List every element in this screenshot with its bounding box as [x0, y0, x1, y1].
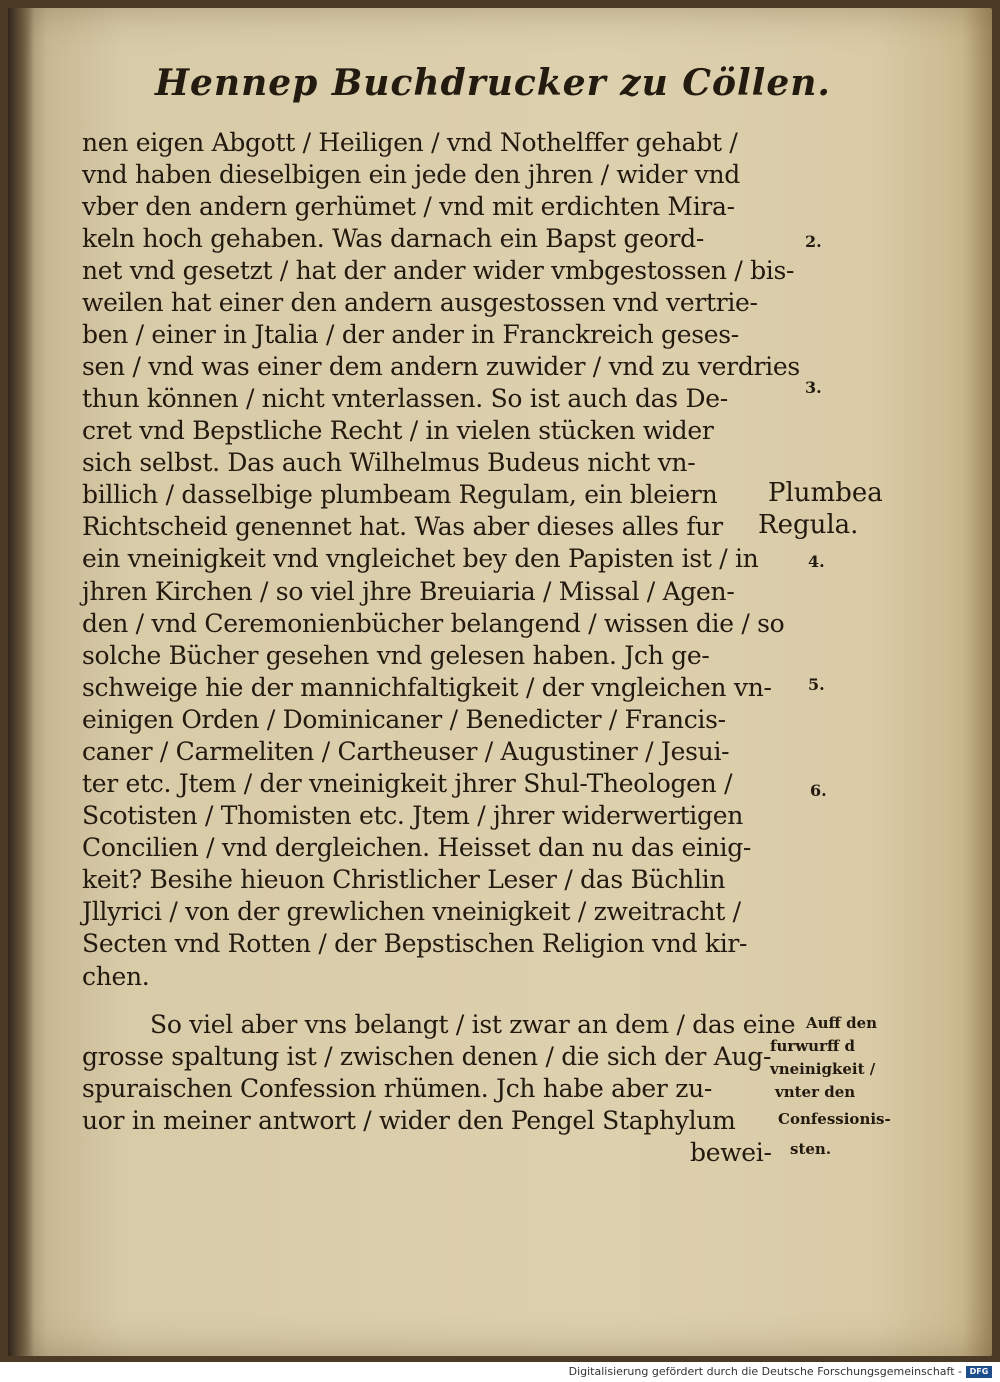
text-line: thun können / nicht vnterlassen. So ist auch das De-	[82, 384, 728, 413]
text-line: Secten vnd Rotten / der Bepstischen Religion vnd kir-	[82, 929, 748, 958]
catchword: bewei-	[690, 1138, 772, 1167]
margin-number: 6.	[810, 781, 827, 800]
dfg-logo-icon: DFG	[966, 1366, 992, 1378]
digitization-footer	[0, 1362, 1000, 1382]
text-line: sich selbst. Das auch Wilhelmus Budeus nicht vn-	[82, 448, 696, 477]
margin-note-regula: Regula.	[758, 510, 859, 540]
footer-credit: Digitalisierung gefördert durch die Deutsche Forschungsgemeinschaft -	[568, 1365, 962, 1378]
text-line: spuraischen Confession rhümen. Jch habe aber zu-	[82, 1074, 713, 1103]
text-line: sen / vnd was einer dem andern zuwider / vnd zu verdries	[82, 352, 800, 381]
text-line: Scotisten / Thomisten etc. Jtem / jhrer widerwertigen	[82, 801, 744, 830]
text-line: solche Bücher gesehen vnd gelesen haben. Jch ge-	[82, 641, 710, 670]
text-line: weilen hat einer den andern ausgestossen vnd vertrie-	[82, 288, 758, 317]
text-line: jhren Kirchen / so viel jhre Breuiaria / Missal / Agen-	[82, 577, 735, 606]
text-line: uor in meiner antwort / wider den Pengel Staphylum	[82, 1106, 736, 1135]
margin-number: 3.	[805, 378, 822, 397]
text-line: cret vnd Bepstliche Recht / in vielen stücken wider	[82, 416, 714, 445]
text-line: Richtscheid genennet hat. Was aber dieses alles fur	[82, 512, 723, 541]
margin-number: 5.	[808, 675, 825, 694]
text-line: vnd haben dieselbigen ein jede den jhren / wider vnd	[82, 160, 740, 189]
text-line: vber den andern gerhümet / vnd mit erdichten Mira-	[82, 192, 735, 221]
text-line: keit? Besihe hieuon Christlicher Leser / das Büchlin	[82, 865, 726, 894]
text-line: einigen Orden / Dominicaner / Benedicter / Francis-	[82, 705, 726, 734]
text-line: ben / einer in Jtalia / der ander in Franckreich geses-	[82, 320, 739, 349]
text-line: caner / Carmeliten / Cartheuser / Augustiner / Jesui-	[82, 737, 730, 766]
margin-note: furwurff d	[770, 1037, 856, 1055]
text-line: den / vnd Ceremonienbücher belangend / wissen die / so	[82, 609, 785, 638]
margin-note: Confessionis-	[778, 1110, 891, 1128]
margin-number: 4.	[808, 552, 825, 571]
margin-number: 2.	[805, 232, 822, 251]
text-line: nen eigen Abgott / Heiligen / vnd Nothelffer gehabt /	[82, 128, 738, 157]
text-line: net vnd gesetzt / hat der ander wider vmbgestossen / bis-	[82, 256, 795, 285]
margin-note: sten.	[790, 1140, 832, 1158]
text-line: billich / dasselbige plumbeam Regulam, ein bleiern	[82, 480, 718, 509]
margin-note: Auff den	[806, 1014, 878, 1032]
text-line: keln hoch gehaben. Was darnach ein Bapst geord-	[82, 224, 704, 253]
text-line: So viel aber vns belangt / ist zwar an dem / das eine	[150, 1010, 796, 1039]
text-line: grosse spaltung ist / zwischen denen / die sich der Aug-	[82, 1042, 772, 1071]
book-gutter-shadow	[8, 8, 34, 1356]
text-line: ter etc. Jtem / der vneinigkeit jhrer Shul-Theologen /	[82, 769, 733, 798]
margin-note: vnter den	[775, 1083, 856, 1101]
text-line: Concilien / vnd dergleichen. Heisset dan nu das einig-	[82, 833, 752, 862]
text-line: schweige hie der mannichfaltigkeit / der vngleichen vn-	[82, 673, 772, 702]
margin-note: vneinigkeit /	[770, 1060, 876, 1078]
text-line: ein vneinigkeit vnd vngleichet bey den Papisten ist / in	[82, 544, 759, 573]
margin-note-plumbea: Plumbea	[768, 478, 883, 508]
text-line: Jllyrici / von der grewlichen vneinigkeit / zweitracht /	[82, 897, 741, 926]
text-line: chen.	[82, 962, 150, 991]
running-title: Hennep Buchdrucker zu Cöllen.	[155, 62, 831, 104]
